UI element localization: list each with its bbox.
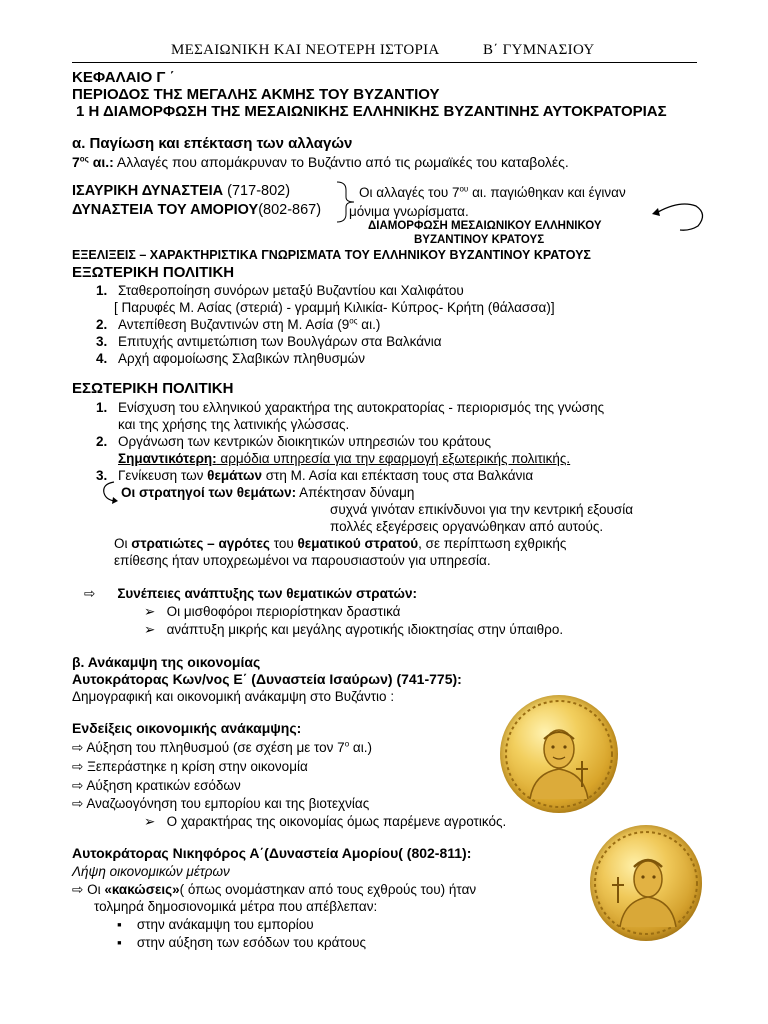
square-bullet-icon: ▪ [117,917,122,932]
generals-line-1: Οι στρατηγοί των θεμάτων: Απέκτησαν δύναμη [121,485,415,500]
dynasty-isaurian: ΙΣΑΥΡΙΚΗ ΔΥΝΑΣΤΕΙΑ (717-802) [72,183,291,199]
chapter-unit: 1 Η ΔΙΑΜΟΡΦΩΣΗ ΤΗΣ ΜΕΣΑΙΩΝΙΚΗΣ ΕΛΛΗΝΙΚΗΣ ΒΥΖΑΝΤΙΝΗΣ ΑΥΤΟΚΡΑΤΟΡΙΑΣ [76,103,667,120]
chevron-icon: ➢ [144,814,156,829]
chapter-label: ΚΕΦΑΛΑΙΟ Γ ΄ [72,69,175,86]
consequence-1: ➢ Οι μισθοφόροι περιορίστηκαν δραστικά [144,604,401,619]
soldiers-line-1: Οι στρατιώτες – αγρότες του θεματικού στρατού, σε περίπτωση εχθρικής [114,536,567,551]
evidence-heading: Ενδείξεις οικονομικής ανάκαμψης: [72,720,302,736]
emperor-nikephoros-text: Λήψη οικονομικών μέτρων [72,864,230,879]
domestic-item-3: 3. Γενίκευση των θεμάτων στη Μ. Ασία και επέκταση τους στα Βαλκάνια [96,468,534,483]
section-a-title: α. Παγίωση και επέκταση των αλλαγών [72,135,353,152]
century-line: $7^{o\varsigma}$ αι.: Αλλαγές που απομάκρυναν το Βυζάντιο από τις ρωμαϊκές του καταβολές. [72,154,569,170]
arrow-icon: ⇨ [72,759,84,774]
foreign-item-4: 4. Αρχή αφομοίωσης Σλαβικών πληθυσμών [96,351,365,366]
aim-1: ▪ στην ανάκαμψη του εμπορίου [117,917,314,932]
foreign-item-1-note: [ Παρυφές Μ. Ασίας (στεριά) - γραμμή Κιλικία- Κύπρος- Κρήτη (θάλασσα)] [114,300,555,315]
domestic-item-2: 2. Οργάνωση των κεντρικών διοικητικών υπηρεσιών του κράτους [96,434,492,449]
chevron-icon: ➢ [144,604,156,619]
coin-image-nikephoros [590,825,702,941]
domestic-item-1-cont: και της χρήσης της λατινικής γλώσσας. [118,417,350,432]
changes-line-1: Οι αλλαγές του $7^{o\upsilon}$ αι. παγιώθηκαν και έγιναν [359,184,626,200]
developments-heading: ΕΞΕΛΙΞΕΙΣ – ΧΑΡΑΚΤΗΡΙΣΤΙΚΑ ΓΝΩΡΙΣΜΑΤΑ ΤΟΥ ΕΛΛΗΝΙΚΟΥ ΒΥΖΑΝΤΙΝΟΥ ΚΡΑΤΟΥΣ [72,248,591,262]
generals-line-3: πολλές εξεγέρσεις οργανώθηκαν από αυτούς. [330,519,604,534]
domestic-policy-title: ΕΣΩΤΕΡΙΚΗ ΠΟΛΙΤΙΚΗ [72,380,234,397]
curved-return-arrow-icon [100,479,118,505]
arrow-icon: ⇨ [84,586,96,601]
evidence-item-3: ⇨ Αύξηση κρατικών εσόδων [72,778,241,793]
formation-line-1: ΔΙΑΜΟΡΦΩΣΗ ΜΕΣΑΙΩΝΙΚΟΥ ΕΛΛΗΝΙΚΟΥ [368,220,602,232]
header-rule [72,62,697,63]
emperor-constantine: Αυτοκράτορας Κων/νος Ε΄ (Δυναστεία Ισαύρων) (741-775): [72,671,462,687]
foreign-item-3: 3. Επιτυχής αντιμετώπιση των Βουλγάρων στα Βαλκάνια [96,334,442,349]
page-header-grade: Β΄ ΓΥΜΝΑΣΙΟΥ [483,42,595,58]
curved-arrow-icon [652,198,710,234]
consequences-heading: ⇨ Συνέπειες ανάπτυξης των θεματικών στρατών: [84,586,417,601]
foreign-policy-title: ΕΞΩΤΕΡΙΚΗ ΠΟΛΙΤΙΚΗ [72,264,235,281]
domestic-item-1: 1. Ενίσχυση του ελληνικού χαρακτήρα της αυτοκρατορίας - περιορισμός της γνώσης [96,400,605,415]
changes-line-2: μόνιμα γνωρίσματα. [349,204,469,219]
emperor-nikephoros: Αυτοκράτορας Νικηφόρος Α΄(Δυναστεία Αμορίου( (802-811): [72,845,472,861]
evidence-item-1: ⇨ Αύξηση του πληθυσμού (σε σχέση με τον $7^o$ αι.) [72,739,372,755]
consequence-2: ➢ ανάπτυξη μικρής και μεγάλης αγροτικής ιδιοκτησίας στην ύπαιθρο. [144,622,564,637]
chapter-period: ΠΕΡΙΟΔΟΣ ΤΗΣ ΜΕΓΑΛΗΣ ΑΚΜΗΣ ΤΟΥ ΒΥΖΑΝΤΙΟΥ [72,86,440,103]
evidence-item-4: ⇨ Αναζωογόνηση του εμπορίου και της βιοτεχνίας [72,796,370,811]
emperor-constantine-text: Δημογραφική και οικονομική ανάκαμψη στο Βυζάντιο : [72,689,395,704]
arrow-icon: ⇨ [72,882,84,897]
evidence-item-2: ⇨ Ξεπεράστηκε η κρίση στην οικονομία [72,759,308,774]
arrow-icon: ⇨ [72,778,84,793]
foreign-item-2: 2. Αντεπίθεση Βυζαντινών στη Μ. Ασία ($9^{o\varsigma}$ αι.) [96,316,381,332]
chevron-icon: ➢ [144,622,156,637]
kakoseis-line-2: τολμηρά δημοσιονομικά μέτρα που απέβλεπαν: [94,899,378,914]
agrarian-note: ➢ Ο χαρακτήρας της οικονομίας όμως παρέμενε αγροτικός. [144,814,507,829]
generals-line-2: συχνά γινόταν επικίνδυνοι για την κεντρική εξουσία [330,502,634,517]
arrow-icon: ⇨ [72,796,84,811]
aim-2: ▪ στην αύξηση των εσόδων του κράτους [117,935,366,950]
domestic-item-2-note: Σημαντικότερη: αρμόδια υπηρεσία για την εφαρμογή εξωτερικής πολιτικής. [118,451,571,466]
dynasty-amorian: ΔΥΝΑΣΤΕΙΑ ΤΟΥ ΑΜΟΡΙΟΥ(802-867) [72,202,322,218]
kakoseis-line-1: ⇨ Οι «κακώσεις»( όπως ονομάστηκαν από τους εχθρούς του) ήταν [72,882,477,897]
page-header-title: ΜΕΣΑΙΩΝΙΚΗ ΚΑΙ ΝΕΟΤΕΡΗ ΙΣΤΟΡΙΑ [171,42,440,58]
foreign-item-1: 1. Σταθεροποίηση συνόρων μεταξύ Βυζαντίου και Χαλιφάτου [96,283,464,298]
soldiers-line-2: επίθεσης ήταν υποχρεωμένοι να παρουσιαστούν για υπηρεσία. [114,553,491,568]
coin-image-constantine [500,695,618,813]
section-b-title: β. Ανάκαμψη της οικονομίας [72,654,261,670]
formation-line-2: ΒΥΖΑΝΤΙΝΟΥ ΚΡΑΤΟΥΣ [414,234,545,246]
square-bullet-icon: ▪ [117,935,122,950]
arrow-icon: ⇨ [72,740,84,755]
